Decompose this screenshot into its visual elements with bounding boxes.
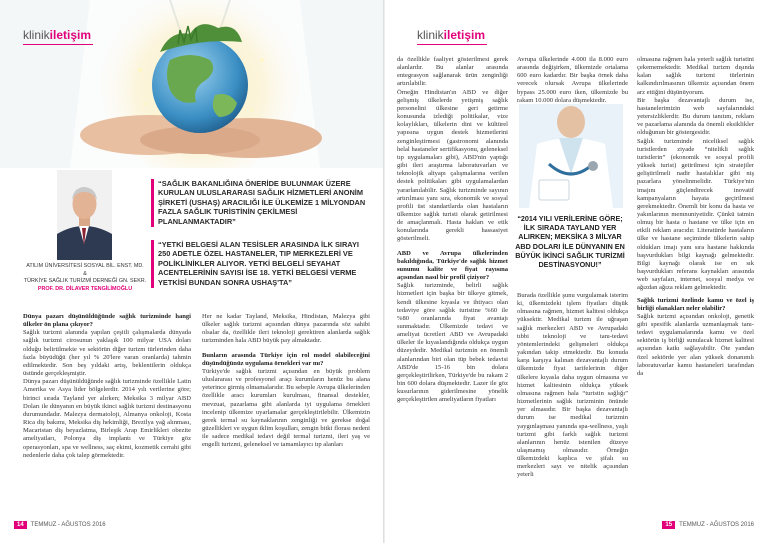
caption-line-2: & (83, 270, 87, 277)
page-number: 15 (662, 521, 675, 529)
author-name: PROF. DR. DİLAVER TENGİLİMOĞLU (37, 285, 133, 292)
brand-suffix: iletişim (443, 28, 486, 42)
author-caption (20, 263, 150, 293)
paragraph: Sağlık turizminde, belirli sağlık hizmetleri için başka bir ülkeye gitmek, kendi ülkesine kıyasla ve ihtiyacı olan tedaviye göre sağlık turistine %60 ile %80 oranlarında fiyat avantajı sunmaktadır. Ülkemizde tedavi ve ameliyat ücretleri ABD ve Avrupadaki ülkeler ile kıyaslandığında oldukça uygun düzeydedir. Medikal turizmin en önemli alanlarından biri olan tüp bebek tedavisi ABD'de 15-16 bin dolara gerçekleştirilirken, Türkiye'de bu rakam 2 bin 600 dolara düşmektedir. Lazer ile göz kusurlarının giderilmesine yönelik gerçekleştirilen ameliyatların fiyatları (397, 282, 508, 404)
paragraph: da özellikle faaliyet gösterilmesi gerek alanlardır. Bu alanlar arasında entegrasyon sağlanarak ürün zenginliği artırılabilir. (397, 56, 508, 88)
paragraph: Avrupa ülkelerinde 4.000 ila 8.000 euro arasında değişirken, ülkemizde ortalama 600 euro kadardır. Bir başka örnek daha verecek olursak Avrupa ülkelerinde bypass 25.000 euro iken, ülkemizde bu rakam 10.000 dolara düşmektedir. (517, 56, 628, 104)
right-column-1 (397, 56, 508, 405)
caption-line-1: ATILIM ÜNİVERSİTESİ SOSYAL BİL. ENST. MD. (26, 263, 144, 269)
paragraph: Sağlık turizmi alanında yapılan çeşitli çalışmalarda dünyada sağlık turizmi cirosunun yaklaşık 100 milyar USA doları olduğu belirtilmekte ve sektörün diğer turizm türlerinden daha fazla büyüdüğü (her yıl % 20'lere varan oranlarda) tahmin edilmektedir. Son beş yıldaki artış, beklentilerin oldukça üstünde gerçekleşmiştir. (23, 329, 191, 378)
issue-date: TEMMUZ - AĞUSTOS 2016 (30, 522, 106, 528)
pull-quote-1: “SAĞLIK BAKANLIĞINA ÖNERİDE BULUNMAK ÜZERE KURULAN ULUSLARARASI SAĞLIK HİZMETLERİ ANONİM ŞİRKETİ (USHAŞ) ARACILIĞI İLE ÜLKEMİZE 1 MİLYONDAN FAZLA SAĞLIK TURİSTİNİN ÇEKİLMESİ PLANLANMAKTADIR” (158, 179, 366, 226)
right-column-2-top (517, 56, 628, 105)
right-column-3 (637, 56, 754, 378)
quote-bar-1 (151, 179, 154, 227)
issue-date: TEMMUZ - AĞUSTOS 2016 (679, 522, 754, 528)
hero-image (0, 0, 384, 168)
right-column-2-bottom (517, 292, 628, 480)
author-portrait (57, 170, 112, 260)
paragraph: Bir başka dezavantajlı durum ise, hastanelerimizin web sayfalarındaki yetersizliklerdir. Bu durum tanıtım, reklam ve pazarlama alanında da önemli eksiklikler olduğunun bir göstergesidir. (637, 96, 754, 137)
paragraph: Örneğin Hindistan'ın ABD ve diğer gelişmiş ülkelerde yetişmiş sağlık personelini ülkesine geri getirme konusunda izlediği politikalar, vize kolaylıkları, ülkelerin dini ve kültürel yapısına uygun destek hizmetlerini zenginleştirmesi (gastronomi alanında helal hastaneler sertifikasyonu, geleneksel tıp uygulamaları gibi), ABD'nin yaptığı gibi ileri araştırma laboratuvarları ve teknolojik altyapı çalışmalarına verilen destek politikaları gibi uygulamalardan yararlanılabilir. Sağlık turizminde sayının artırılması yanı sıra, ekonomik ve sosyal profili üst standartlarda olan hastaların ülkemize sağlık turisti olarak getirilmesi de amaçlanmalı. Hasta hakları ve etik konularında gerekli hassasiyet gösterilmeli. (397, 88, 508, 243)
brand-suffix: iletişim (49, 28, 92, 42)
hands-globe-illustration (0, 0, 384, 168)
paragraph: Dünya pazarı düşünüldüğünde sağlık turizminde özellikle Latin Amerika ve Asya lider bölgelerdir. 2014 yılı verilerine göre; birinci sırada Tayland yer alırken; Meksika 3 milyar ABD Doları ile dünyanın en büyük ikinci sağlık turizmi destinasyonu durumundadır. Malezya dermatoloji, Almanya onkoloji, Kosta Rica diş bakımı, Meksika diş hekimliği, Brezilya yağ alınması, Macaristan diş beyazlatma, Birleşik Arap Emirlikleri obezite ameliyatları, Polonya diş implantı ve Türkiye göz operasyonları, spa ve wellness, saç ekimi, kozmetik cerrahi gibi nedenlerle daha çok talep görmektedir. (23, 378, 191, 459)
portrait-photo (57, 170, 112, 260)
left-column-2 (202, 313, 370, 450)
brand-prefix: klinik (417, 28, 444, 42)
right-pull-quote: “2014 YILI VERİLERİNE GÖRE; İLK SIRADA TAYLAND YER ALIRKEN; MEKSİKA 3 MİLYAR ABD DOLARI İLE DÜNYANIN EN BÜYÜK İKİNCİ SAĞLIK TURİZMİ DESTİNASYONU!” (515, 214, 625, 270)
heading: ABD ve Avrupa ülkelerinden bakıldığında, Türkiye'de sağlık hizmet sunumu kalite ve fiyat rayısına açısından nasıl bir profil çiziyor? (397, 249, 508, 282)
pull-quote-2: “YETKİ BELGESİ ALAN TESİSLER ARASINDA İLK SIRAYI 250 ADETLE ÖZEL HASTANELER, TIP MERKEZLERİ VE POLİKLİNİKLER ALIYOR. YETKİ BELGELİ SEYAHAT ACENTELERİNİN SAYISI İSE 18. YETKİ BELGESİ VERME YETKİSİ BUNDAN SONRA USHAŞ'TA” (158, 240, 359, 287)
left-footer (14, 521, 106, 529)
doctor-image (519, 104, 623, 208)
heading: Dünya pazarı düşünüldüğünde sağlık turizminde hangi ülkeler ön plana çıkıyor? (23, 313, 191, 329)
paragraph: Her ne kadar Tayland, Meksika, Hindistan, Malezya gibi ülkeler sağlık turizmi açısından dünya pazarında söz sahibi olsalar da, özellikle ileri teknoloji gerektiren alanlarda sağlık turizminden hala ABD büyük pay almaktadır. (202, 313, 370, 345)
paragraph: olmasına rağmen hala yeterli sağlık turistini çekememektedir. Medikal turizm dışında kalan sağlık turizmi türlerinin kalkındırılmasının ülkemiz açısından önem arz ettiğini düşünüyorum. (637, 56, 754, 96)
caption-line-3: TÜRKİYE SAĞLIK TURİZMİ DERNEĞİ GN. SEKR. (23, 278, 147, 285)
magazine-brand (417, 28, 485, 42)
quote-bar-2 (151, 240, 154, 288)
paragraph: Sağlık turizmi açısından onkoloji, genetik gibi spesifik alanlarda uzmanlaşmak tanı-tedavi uygulamalarında kamu ve özel sektörün iş birliği sunulacak hizmet kalitesi açısından katkı sağlayabilir. Öte yandan özel sektörde yer alan yüksek donanımlı laboratuvarlar kamu hastaneleri tarafından da (637, 312, 754, 377)
paragraph: Sağlık turizminde niceliksel sağlık turistlerden ziyade “nitelikli sağlık turistlerin” (ekonomik ve sosyal profili yüksek turist) getirilmesi için stratejiler geliştirilmeli nadir hastalıklar gibi niş pazarlara yönelinmelidir. Türkiye'nin imajını güçlendirecek inovatif kampanyaların hayata geçirilmesi gerekmektedir. Önemli bir konu da hasta ve yakınlarının memnuniyetidir. Çünkü tatmin olmuş bir hasta o hastane ve ülke için en etkili reklam aracıdır. Literatürde hastaların ülke ve hastane seçiminde ülkelerin sahip oldukları imajı yanı sıra hastane hakkında başvurdukları bilgi kaynağı gelmektedir. Bilgi kaynağı olarak ise en sık başvurdukları referans kaynakları arasında web sayfaları, internet, sosyal medya ve ağızdan ağıza reklam gelmektedir. (637, 137, 754, 292)
heading: Bunların arasında Türkiye için rol model olabileceğini düşündüğünüz uygulama örnekleri var mı? (202, 351, 370, 367)
brand-prefix: klinik (23, 28, 50, 42)
doctor-photo (519, 104, 623, 208)
paragraph: Türkiye'de sağlık turizmi açısından en büyük problem uluslararası ve profesyonel araçı kurumların henüz bu alana yeterince girmiş olmamalarıdır. Bu sebeple Avrupa ülkelerinden özellikle aracı kurumları kurulması, finansal destekler, mevzuat, pazarlama gibi alanlarda iyi uygulama örnekleri incelenip ülkemize uyarlamalar gerçekleştirilebilir. Ülkemizin gerek termal su kaynaklarının zenginliği ve gerekse doğal güzellikleri ve uygun iklim koşulları, zengin bitki florası nedeni ile sadece medikal tedavi değil termal turizmi, ileri yaş ve engelli turizmi, geleneksel ve tamamlayıcı tıp alanları (202, 367, 370, 449)
page-number: 14 (14, 521, 27, 529)
heading: Sağlık turizmi özelinde kamu ve özel iş birliği olanakları neler olabilir? (637, 296, 754, 312)
right-page (384, 0, 768, 543)
left-column-1 (23, 313, 191, 460)
brand-underline (417, 44, 487, 45)
right-footer (662, 521, 754, 529)
brand-underline (23, 44, 93, 45)
paragraph: Burada özellikle şunu vurgulamak isterim ki, ülkemizdeki işlem fiyatları düşük olmasına rağmen, hizmet kalitesi oldukça yüksektir. Medikal turizm ile uğraşan sağlık merkezleri ABD ve Avrupadaki tıbbi teknoloji ve tanı-tedavi yöntemlerindeki gelişmeleri oldukça yakından takip etmektedir. Bu konuda karşı karşıya kalınan dezavantajlı durum ülkemizde fiyat tarifelerinin diğer ülkelere kıyasla daha uygun olmasına ve hizmet kalitesinin oldukça yüksek olmasına rağmen hala “turistin sağlığı” hizmetlerinin sağlık turizminin önünde yer almasıdır. Bir başka dezavantajlı durum ise medikal turizmin yaygınlaşması yanında spa-wellness, yaşlı turizmi gibi farklı sağlık turizmi alanlarının henüz istenilen düzeye ulaşmamış olmasıdır. Örneğin ülkemizdeki kaplıca ve şifalı su merkezleri sayı ve nitelik açısından yeterli (517, 292, 628, 479)
magazine-brand (23, 28, 91, 42)
